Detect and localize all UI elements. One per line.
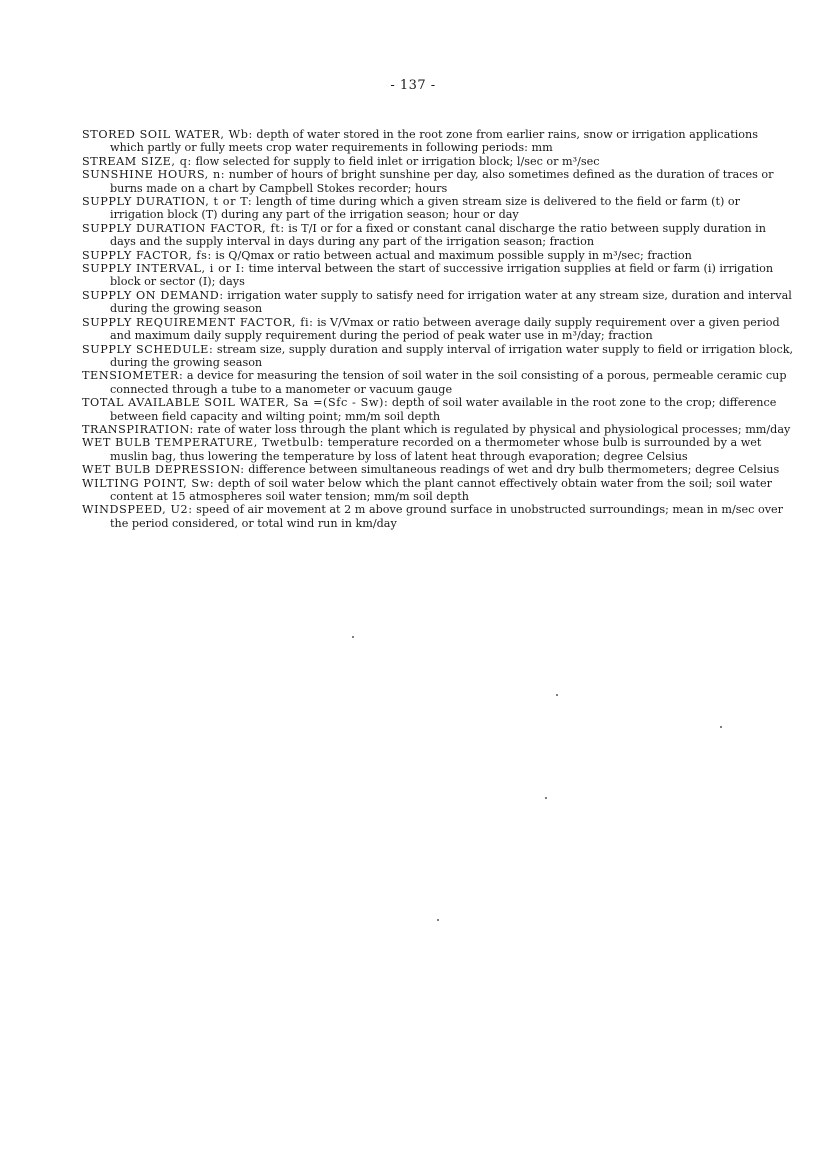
glossary-definition: length of time during which a given stream size is delivered to the field or farm (t) or irrigation block (T) during any part of the irrigation season; hour or day: [110, 195, 740, 222]
glossary-definition: stream size, supply duration and supply interval of irrigation water supply to field or irrigation block, during the growing season: [110, 342, 794, 369]
glossary-term: TENSIOMETER:: [82, 369, 184, 383]
glossary-definition: speed of air movement at 2 m above ground surface in unobstructed surroundings; mean in m/sec over the period considered, or total wind run in km/day: [110, 503, 784, 530]
glossary-term: TOTAL AVAILABLE SOIL WATER, Sa =(Sfc - Sw):: [82, 396, 389, 410]
glossary-definition: flow selected for supply to field inlet or irrigation block; l/sec or m³/sec: [195, 154, 600, 168]
glossary-term: SUPPLY FACTOR, fs:: [82, 248, 212, 262]
glossary-entry: [82, 343, 794, 370]
glossary-definition: irrigation water supply to satisfy need for irrigation water at any stream size, duration and interval during the growing season: [110, 288, 792, 316]
glossary-term: WET BULB TEMPERATURE, Twetbulb:: [82, 436, 325, 450]
glossary-term: WINDSPEED, U2:: [82, 503, 193, 517]
scan-speck: [437, 919, 439, 921]
glossary-definition: is T/I or for a fixed or constant canal discharge the ratio between supply duration in days and the supply interval in days during any part of the irrigation season; fraction: [110, 221, 766, 249]
glossary-entry: [82, 423, 794, 436]
glossary-definition: depth of soil water below which the plant cannot effectively obtain water from the soil; soil water content at 15 atmospheres soil water tension; mm/m soil depth: [110, 476, 772, 503]
glossary-term: SUPPLY INTERVAL, i or I:: [82, 262, 245, 276]
glossary-term: SUPPLY ON DEMAND:: [82, 288, 224, 302]
glossary-definition: rate of water loss through the plant which is regulated by physical and physiological processes; mm/day: [197, 422, 791, 436]
glossary-definition: depth of soil water available in the root zone to the crop; difference between field capacity and wilting point; mm/m soil depth: [110, 396, 777, 423]
glossary-entry: [82, 155, 794, 168]
glossary-definition: a device for measuring the tension of soil water in the soil consisting of a porous, permeable ceramic cup connected through a tube to a manometer or vacuum gauge: [110, 369, 787, 396]
glossary-term: SUPPLY DURATION, t or T:: [82, 195, 253, 209]
scan-speck: [556, 694, 558, 696]
glossary-entry: [82, 503, 794, 530]
glossary-entry: [82, 262, 794, 289]
glossary-entry: [82, 128, 794, 155]
glossary-entry: [82, 168, 794, 195]
glossary-entry: [82, 222, 794, 249]
page-number: - 137 -: [390, 78, 436, 93]
glossary-term: SUPPLY DURATION FACTOR, ft:: [82, 221, 285, 235]
scan-speck: [545, 797, 547, 799]
glossary-entry: [82, 249, 794, 262]
glossary-definition: difference between simultaneous readings of wet and dry bulb thermometers; degree Celsius: [248, 463, 780, 477]
glossary-term: STORED SOIL WATER, Wb:: [82, 128, 253, 141]
glossary-term: SUPPLY SCHEDULE:: [82, 342, 214, 356]
glossary-list: [82, 128, 794, 530]
glossary-term: WILTING POINT, Sw:: [82, 476, 215, 490]
glossary-definition: time interval between the start of successive irrigation supplies at field or farm (i) irrigation block or sector (I); days: [110, 262, 774, 289]
glossary-term: TRANSPIRATION:: [82, 422, 194, 436]
glossary-entry: [82, 463, 794, 476]
scan-speck: [352, 636, 354, 638]
glossary-entry: [82, 436, 794, 463]
glossary-entry: [82, 369, 794, 396]
glossary-entry: [82, 195, 794, 222]
glossary-term: WET BULB DEPRESSION:: [82, 463, 245, 477]
glossary-entry: [82, 477, 794, 504]
glossary-entry: [82, 396, 794, 423]
glossary-definition: depth of water stored in the root zone from earlier rains, snow or irrigation applications which partly or fully meets crop water requirements in following periods: mm: [110, 128, 758, 155]
glossary-entry: [82, 289, 794, 316]
glossary-definition: is Q/Qmax or ratio between actual and maximum possible supply in m³/sec; fraction: [215, 248, 692, 262]
glossary-definition: is V/Vmax or ratio between average daily supply requirement over a given period and maximum daily supply requirement during the period of peak water use in m³/day; fraction: [110, 315, 780, 343]
scan-speck: [720, 726, 722, 728]
glossary-term: STREAM SIZE, q:: [82, 154, 192, 168]
glossary-entry: [82, 316, 794, 343]
glossary-definition: temperature recorded on a thermometer whose bulb is surrounded by a wet muslin bag, thus lowering the temperature by loss of latent heat through evaporation; degree Celsius: [110, 436, 762, 463]
glossary-term: SUNSHINE HOURS, n:: [82, 168, 226, 182]
glossary-definition: number of hours of bright sunshine per day, also sometimes defined as the duration of traces or burns made on a chart by Campbell Stokes recorder; hours: [110, 168, 774, 195]
glossary-term: SUPPLY REQUIREMENT FACTOR, fi:: [82, 315, 314, 329]
